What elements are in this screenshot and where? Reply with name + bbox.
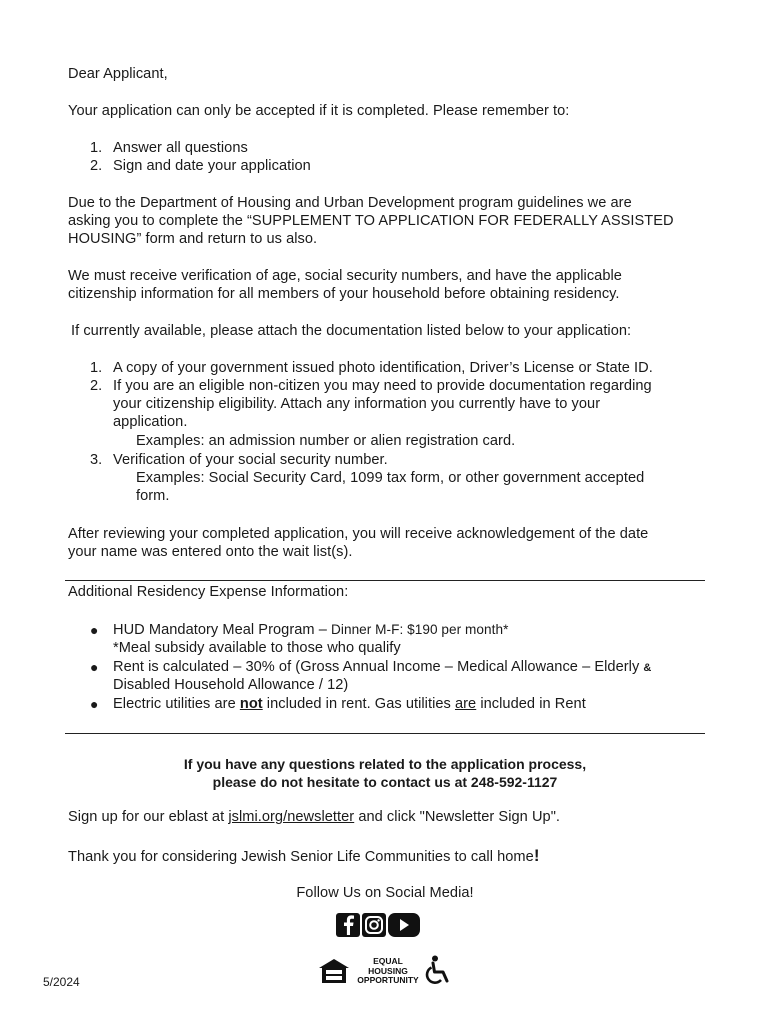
emphasis-are: are bbox=[454, 696, 477, 712]
social-icons bbox=[336, 913, 420, 937]
meal-program-label: HUD Mandatory Meal Program – bbox=[113, 622, 327, 638]
social-heading: Follow Us on Social Media! bbox=[296, 885, 474, 901]
emphasis-not: not bbox=[239, 696, 263, 712]
utilities-text: included in Rent bbox=[476, 696, 586, 712]
exclamation: ! bbox=[533, 846, 540, 865]
list-item: *Meal subsidy available to those who qualify bbox=[113, 640, 401, 656]
list-item bbox=[113, 621, 508, 639]
instagram-icon[interactable] bbox=[362, 913, 386, 937]
greeting: Dear Applicant, bbox=[68, 66, 168, 82]
paragraph-line: your name was entered onto the wait list(s). bbox=[68, 544, 353, 560]
contact-line-1: If you have any questions related to the application process, bbox=[183, 756, 587, 772]
ampersand: & bbox=[643, 662, 652, 674]
divider bbox=[65, 733, 705, 734]
list-item: A copy of your government issued photo identification, Driver’s License or State ID. bbox=[113, 360, 653, 376]
utilities-text: included in rent. Gas utilities bbox=[262, 696, 455, 712]
list-item: Disabled Household Allowance / 12) bbox=[113, 677, 349, 693]
attach-intro: If currently available, please attach the documentation listed below to your application: bbox=[71, 323, 632, 339]
paragraph-line: After reviewing your completed application, you will receive acknowledgement of the date bbox=[68, 526, 649, 542]
list-item: Verification of your social security number. bbox=[113, 452, 388, 468]
bullet-icon: ● bbox=[90, 696, 99, 712]
list-item: your citizenship eligibility. Attach any information you currently have to your bbox=[113, 396, 601, 412]
equal-housing-logo bbox=[318, 956, 428, 986]
list-number: 3. bbox=[90, 452, 103, 468]
expense-heading: Additional Residency Expense Information: bbox=[68, 584, 349, 600]
list-number: 2. bbox=[90, 378, 103, 394]
thanks-text: Thank you for considering Jewish Senior Life Communities to call home bbox=[68, 849, 534, 865]
example-text: Examples: Social Security Card, 1099 tax form, or other government accepted bbox=[136, 470, 645, 486]
equal-housing-text: EQUAL bbox=[373, 956, 403, 966]
accessibility-icon bbox=[424, 955, 452, 985]
thanks-line bbox=[68, 847, 540, 866]
intro-text: Your application can only be accepted if it is completed. Please remember to: bbox=[68, 103, 570, 119]
list-number: 1. bbox=[90, 140, 103, 156]
list-item: If you are an eligible non-citizen you may need to provide documentation regarding bbox=[113, 378, 652, 394]
list-item bbox=[113, 695, 586, 713]
youtube-icon[interactable] bbox=[388, 913, 420, 937]
bullet-icon: ● bbox=[90, 659, 99, 675]
contact-line-2: please do not hesitate to contact us at 248-592-1127 bbox=[212, 774, 558, 790]
paragraph-line: citizenship information for all members of your household before obtaining residency. bbox=[68, 286, 620, 302]
list-item: application. bbox=[113, 414, 188, 430]
example-text: form. bbox=[136, 488, 170, 504]
equal-housing-text: OPPORTUNITY bbox=[357, 975, 419, 985]
list-number: 1. bbox=[90, 360, 103, 376]
paragraph-line: We must receive verification of age, social security numbers, and have the applicable bbox=[68, 268, 622, 284]
eblast-text: Sign up for our eblast at bbox=[68, 809, 229, 825]
eblast-line bbox=[68, 808, 560, 826]
paragraph-line: Due to the Department of Housing and Urban Development program guidelines we are bbox=[68, 195, 632, 211]
list-number: 2. bbox=[90, 158, 103, 174]
rent-calculation: Rent is calculated – 30% of (Gross Annual Income – Medical Allowance – Elderly bbox=[113, 659, 640, 675]
facebook-icon[interactable] bbox=[336, 913, 360, 937]
document-date: 5/2024 bbox=[43, 975, 80, 989]
equal-housing-text: HOUSING bbox=[368, 965, 408, 976]
paragraph-line: asking you to complete the “SUPPLEMENT TO APPLICATION FOR FEDERALLY ASSISTED bbox=[68, 213, 674, 229]
newsletter-link[interactable]: jslmi.org/newsletter bbox=[228, 809, 355, 825]
list-item: Sign and date your application bbox=[113, 158, 311, 174]
equal-housing-house-icon bbox=[318, 958, 350, 984]
list-item: Answer all questions bbox=[113, 140, 248, 156]
eblast-text: and click "Newsletter Sign Up". bbox=[354, 809, 561, 825]
meal-program-price: Dinner M-F: $190 per month* bbox=[331, 622, 509, 637]
bullet-icon: ● bbox=[90, 622, 99, 638]
divider bbox=[65, 580, 705, 581]
utilities-text: Electric utilities are bbox=[113, 696, 240, 712]
example-text: Examples: an admission number or alien registration card. bbox=[136, 433, 516, 449]
list-item bbox=[113, 658, 651, 677]
paragraph-line: HOUSING” form and return to us also. bbox=[68, 231, 318, 247]
